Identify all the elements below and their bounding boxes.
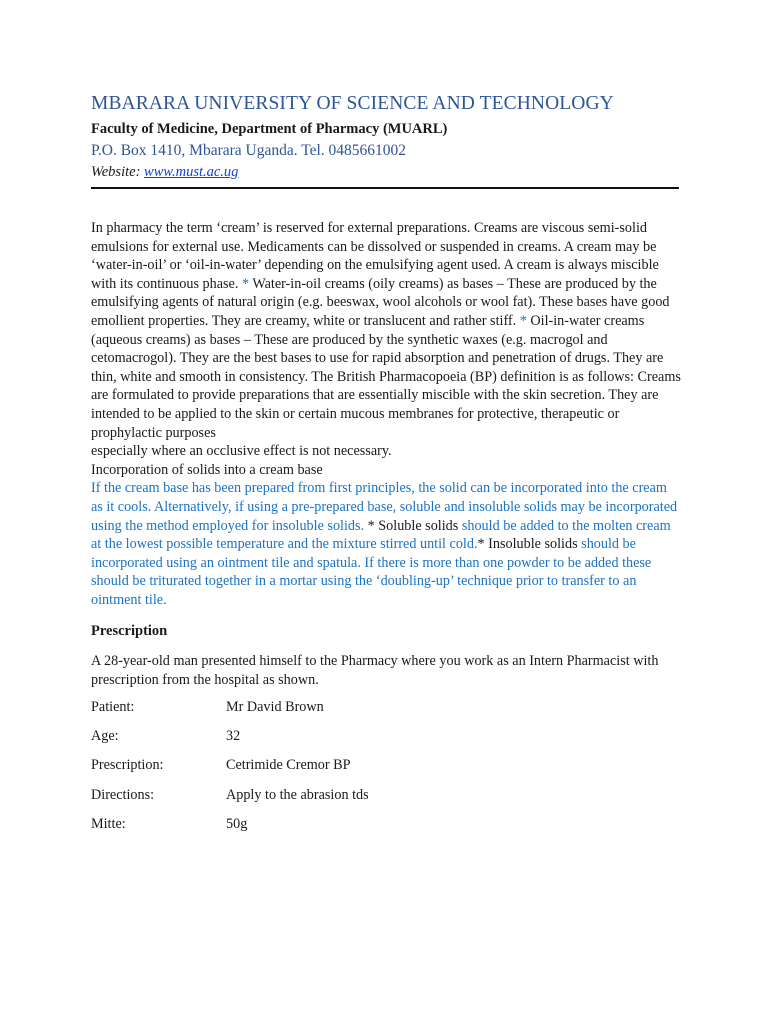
incorporation-paragraph (91, 479, 681, 609)
rx-value: 50g (226, 816, 248, 832)
website-link[interactable]: www.must.ac.ug (144, 164, 239, 180)
bullet-star: * (516, 312, 531, 329)
header-divider (91, 187, 679, 189)
rx-value: Cetrimide Cremor BP (226, 757, 351, 773)
intro-text-3: Oil-in-water creams (aqueous creams) as bases – These are produced by the synthetic waxes (e.g. macrogol and cetomacrogol). They are the best bases to use for rapid absorption and penetration of drugs. They are thin, white and smooth in consistency. The British Pharmacopoeia (BP) definition is as follows: Creams are formulated to provide preparations that are essentially miscible with the skin secretion. They are intended to be applied to the skin or certain mucous membranes for protective, therapeutic or prophylactic purposes (91, 312, 681, 441)
soluble-solids-label: * Soluble solids (364, 517, 462, 534)
website-label: Website: (91, 164, 141, 180)
intro-text-2: Water-in-oil creams (oily creams) as bases – These are produced by the emulsifying agents of natural origin (e.g. beeswax, wool alcohols or wool fat). These bases have good emollient properties. They are creamy, white or translucent and rather stiff. (91, 275, 670, 329)
incorporation-heading: Incorporation of solids into a cream base (91, 461, 323, 478)
address-line: P.O. Box 1410, Mbarara Uganda. Tel. 0485661002 (91, 142, 407, 159)
website-line (91, 164, 238, 181)
rx-label: Age: (91, 728, 119, 744)
rx-label: Prescription: (91, 757, 164, 773)
incorporation-text-3: should be incorporated using an ointment tile and spatula. If there is more than one powder to be added these should be triturated together in a mortar using the ‘doubling-up’ technique prior to transfer to an ointment tile. (91, 536, 652, 608)
rx-label: Patient: (91, 699, 135, 715)
faculty-line: Faculty of Medicine, Department of Pharmacy (MUARL) (91, 121, 448, 137)
prescription-title: Prescription (91, 623, 168, 639)
rx-label: Directions: (91, 787, 155, 803)
bullet-star: * (238, 275, 253, 292)
rx-value: Mr David Brown (226, 699, 324, 715)
body-text (91, 219, 681, 609)
incorporation-text-1: If the cream base has been prepared from first principles, the solid can be incorporated into the cream as it cools. Alternatively, if using a pre-prepared base, soluble and insoluble solids may be incorporated using the method employed for insoluble solids. (91, 480, 678, 534)
intro-line-end: especially where an occlusive effect is not necessary. (91, 443, 392, 460)
rx-label: Mitte: (91, 816, 126, 832)
university-name: MBARARA UNIVERSITY OF SCIENCE AND TECHNOLOGY (91, 93, 614, 114)
case-description: A 28-year-old man presented himself to the Pharmacy where you work as an Intern Pharmacist with prescription from the hospital as shown. (91, 653, 659, 688)
intro-paragraph (91, 219, 681, 442)
insoluble-solids-label: * Insoluble solids (477, 536, 582, 553)
rx-value: Apply to the abrasion tds (226, 787, 369, 803)
rx-value: 32 (226, 728, 241, 744)
incorporation-text-2: should be added to the molten cream at the lowest possible temperature and the mixture stirred until cold. (91, 517, 671, 553)
intro-text-1: In pharmacy the term ‘cream’ is reserved for external preparations. Creams are viscous semi-solid emulsions for external use. Medicaments can be dissolved or suspended in creams. A cream may be ‘water-in-oil’ or ‘oil-in-water’ depending on the emulsifying agent used. A cream is always miscible with its continuous phase. (91, 220, 659, 292)
